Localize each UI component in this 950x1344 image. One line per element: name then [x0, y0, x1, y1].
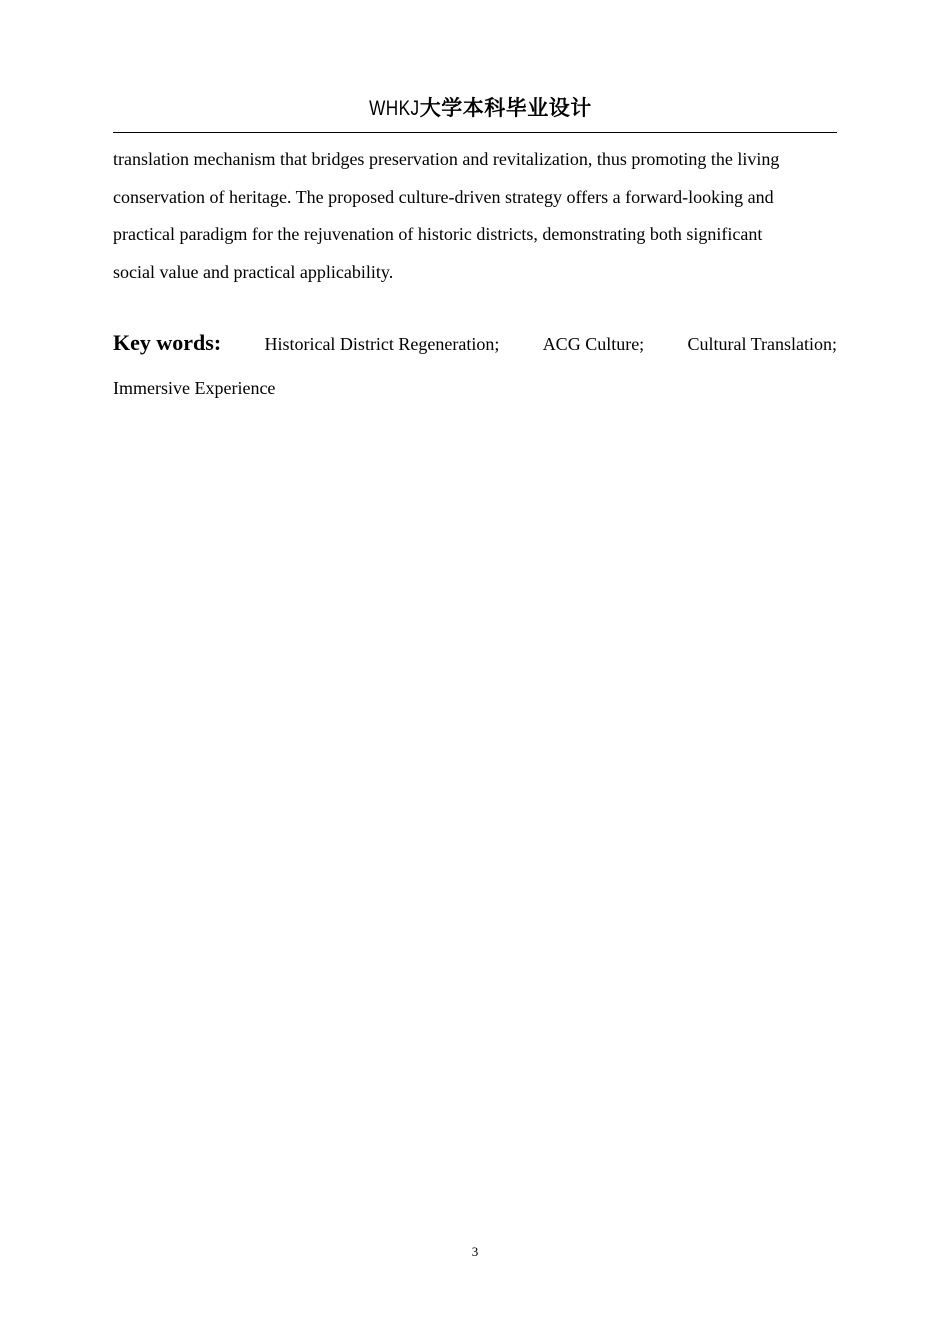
abstract-line: practical paradigm for the rejuvenation of historic districts, demonstrating both significant	[113, 224, 763, 244]
keyword-item: Immersive Experience	[113, 378, 276, 398]
abstract-paragraph	[113, 141, 837, 291]
header-divider	[113, 132, 837, 133]
abstract-line: social value and practical applicability.	[113, 261, 394, 282]
keywords-row	[113, 330, 837, 366]
abstract-line: translation mechanism that bridges preservation and revitalization, thus promoting the living	[113, 149, 780, 169]
header-title-latin: WHKJ	[369, 97, 420, 120]
keyword-item: ACG Culture;	[542, 334, 645, 354]
page-number: 3	[471, 1244, 479, 1259]
keyword-item: Cultural Translation;	[687, 334, 837, 354]
keywords-label: Key words:	[113, 330, 222, 355]
abstract-line: conservation of heritage. The proposed culture-driven strategy offers a forward-looking and	[113, 186, 774, 207]
keyword-item: Historical District Regeneration;	[264, 334, 500, 354]
page-header-title	[0, 95, 950, 122]
keywords-section	[113, 330, 837, 398]
header-title-cjk: 大学本科毕业设计	[419, 96, 592, 120]
